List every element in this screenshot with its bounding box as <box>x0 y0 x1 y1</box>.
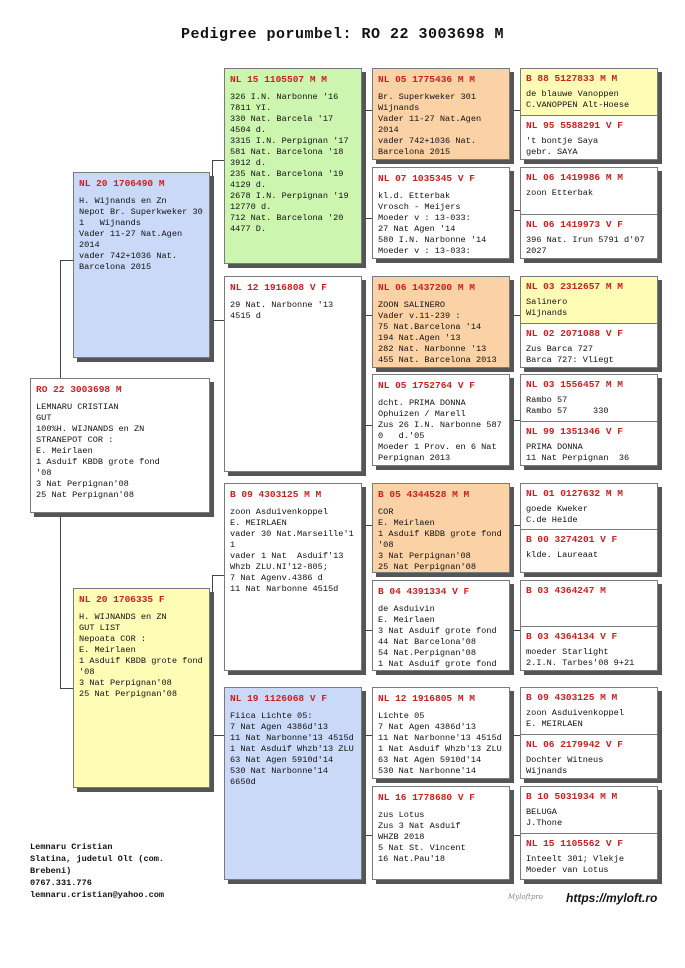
connector-line <box>60 260 73 261</box>
connector-line <box>212 575 213 735</box>
ring-number: NL 99 1351346 V F <box>526 426 623 437</box>
pigeon-card-pair-2 <box>520 167 658 259</box>
owner-contact: Lemnaru Cristian Slatina, judetul Olt (com. Brebeni) 0767.331.776 lemnaru.cristian@yahoo.com <box>30 842 165 900</box>
ring-number: NL 20 1706490 M <box>79 178 165 189</box>
pigeon-details: LEMNARU CRISTIAN GUT 100%H. WIJNANDS en ZN STRANEPOT COR : E. Meirlaen 1 Asduif KBDB grote fond '08 3 Nat Perpignan'08 25 Nat Perpignan'08 <box>36 402 160 500</box>
ring-number: NL 03 1556457 M M <box>526 379 623 390</box>
connector-line <box>212 160 224 161</box>
ring-number: B 05 4344528 M M <box>378 489 470 500</box>
connector-line <box>362 218 372 219</box>
pigeon-details: Rambo 57 Rambo 57 330 <box>526 395 609 416</box>
pigeon-card-pair-8 <box>520 786 658 880</box>
ring-number: NL 05 1775436 M M <box>378 74 475 85</box>
connector-line <box>362 630 372 631</box>
pigeon-details: kl.d. Etterbak Vrosch - Meijers Moeder v : 13-033: 27 Nat Agen '14 580 I.N. Narbonne '14 Moeder v : 13-033: <box>378 191 487 256</box>
ring-number: B 09 4303125 M M <box>526 692 618 703</box>
ring-number: NL 06 1419973 V F <box>526 219 623 230</box>
connector-line <box>510 110 520 111</box>
ring-number: NL 15 1105507 M M <box>230 74 327 85</box>
pigeon-card-mmf <box>372 687 510 779</box>
pigeon-details: de Asduivin E. Meirlaen 3 Nat Asduif grote fond 44 Nat Barcelona'08 54 Nat.Perpignan'08 1 Nat Asduif grote fond <box>378 604 497 669</box>
pigeon-card-mmm <box>372 786 510 880</box>
pigeon-details: COR E. Meirlaen 1 Asduif KBDB grote fond '08 3 Nat Perpignan'08 25 Nat Perpignan'08 <box>378 507 502 572</box>
connector-line <box>212 735 224 736</box>
ring-number: B 00 3274201 V F <box>526 534 618 545</box>
connector-line <box>510 835 520 836</box>
pigeon-details: ZOON SALINERO Vader v.11-239 : 75 Nat.Barcelona '14 194 Nat.Agen '13 282 Nat. Narbonne '13 455 Nat. Barcelona 2013 <box>378 300 497 365</box>
ring-number: NL 03 2312657 M M <box>526 281 623 292</box>
ring-number: NL 12 1916808 V F <box>230 282 327 293</box>
pigeon-card-fff <box>372 68 510 160</box>
pigeon-details: BELUGA J.Thone <box>526 807 563 828</box>
signature: Myloftpro <box>508 893 544 901</box>
pigeon-details: zus Lotus Zus 3 Nat Asduif WHZB 2018 5 Nat St. Vincent 16 Nat.Pau'18 <box>378 810 466 864</box>
pigeon-card-pair-4 <box>520 374 658 466</box>
pigeon-card-ffm <box>372 167 510 259</box>
pigeon-card-pair-5 <box>520 483 658 573</box>
ring-number: NL 06 1419986 M M <box>526 172 623 183</box>
connector-line <box>212 320 224 321</box>
connector-line <box>362 110 372 111</box>
page-title: Pedigree porumbel: RO 22 3003698 M <box>180 26 505 43</box>
pigeon-details: moeder Starlight 2.I.N. Tarbes'08 9+21 <box>526 647 635 668</box>
pigeon-details: Salinero Wijnands <box>526 297 568 318</box>
pigeon-details: zoon Asduivenkoppel E. MEIRLAEN <box>526 708 624 729</box>
pigeon-card-fmf <box>372 276 510 368</box>
pigeon-details: Dochter Witneus Wijnands <box>526 755 604 776</box>
pigeon-details: 't bontje Saya gebr. SAYA <box>526 136 599 157</box>
connector-line <box>510 525 520 526</box>
ring-number: B 88 5127833 M M <box>526 73 618 84</box>
ring-number: B 04 4391334 V F <box>378 586 470 597</box>
ring-number: B 10 5031934 M M <box>526 791 618 802</box>
pigeon-card-father <box>73 172 210 358</box>
ring-number: NL 01 0127632 M M <box>526 488 623 499</box>
pigeon-card-mf <box>224 483 362 671</box>
pigeon-details: PRIMA DONNA 11 Nat Perpignan 36 <box>526 442 630 463</box>
connector-line <box>510 315 520 316</box>
pigeon-details: H. WIJNANDS en ZN GUT LIST Nepoata COR : E. Meirlaen 1 Asduif KBDB grote fond '08 3 Nat Perpignan'08 25 Nat Perpignan'08 <box>79 612 203 699</box>
pigeon-details: goede Kweker C.de Heide <box>526 504 588 525</box>
connector-line <box>362 735 372 736</box>
pigeon-details: 29 Nat. Narbonne '13 4515 d <box>230 300 334 321</box>
ring-number: NL 20 1706335 F <box>79 594 165 605</box>
ring-number: NL 06 1437200 M M <box>378 282 475 293</box>
pigeon-card-mother <box>73 588 210 788</box>
connector-line <box>510 210 520 211</box>
connector-line <box>212 160 213 320</box>
pigeon-details: klde. Laureaat <box>526 550 599 560</box>
ring-number: B 03 4364247 M <box>526 585 606 596</box>
pigeon-card-fmm <box>372 374 510 466</box>
ring-number: NL 07 1035345 V F <box>378 173 475 184</box>
connector-line <box>510 420 520 421</box>
connector-line <box>510 630 520 631</box>
connector-line <box>362 525 372 526</box>
pigeon-card-mff <box>372 483 510 573</box>
connector-line <box>60 580 61 688</box>
pigeon-card-pair-3 <box>520 276 658 368</box>
connector-line <box>60 260 61 380</box>
connector-line <box>362 315 372 316</box>
connector-line <box>362 835 372 836</box>
connector-line <box>362 425 372 426</box>
pigeon-details: Zus Barca 727 Barca 727: Vliegt <box>526 344 614 365</box>
pigeon-details: 326 I.N. Narbonne '16 7811 YI. 330 Nat. Barcela '17 4504 d. 3315 I.N. Perpignan '17 581 Nat. Barcelona '18 3912 d. 235 Nat. Barcelona '19 4129 d. 2678 I.N. Perpignan '19 12770 d. 712 Nat. Barcelona '20 4477 D. <box>230 92 349 234</box>
pigeon-details: 396 Nat. Irun 5791 d'07 2027 <box>526 235 645 256</box>
pigeon-details: zoon Asduivenkoppel E. MEIRLAEN vader 30 Nat.Marseille'1 1 vader 1 Nat Asduif'13 Whzb ZLU.NI'12-805; 7 Nat Agenv.4386 d 11 Nat Narbonne 4515d <box>230 507 354 594</box>
pigeon-details: H. Wijnands en Zn Nepot Br. Superkweker 30 1 Wijnands Vader 11-27 Nat.Agen 2014 vader 742+1036 Nat. Barcelona 2015 <box>79 196 203 272</box>
ring-number: NL 16 1778680 V F <box>378 792 475 803</box>
pigeon-details: Fiica Lichte 05: 7 Nat Agen 4386d'13 11 Nat Narbonne'13 4515d 1 Nat Asduif Whzb'13 ZLU 63 Nat Agen 5910d'14 530 Nat Narbonne'14 6650d <box>230 711 354 787</box>
pigeon-details: Br. Superkweker 301 Wijnands Vader 11-27 Nat.Agen 2014 vader 742+1036 Nat. Barcelona 2015 <box>378 92 482 157</box>
pigeon-details: Lichte 05 7 Nat Agen 4386d'13 11 Nat Narbonne'13 4515d 1 Nat Asduif Whzb'13 ZLU 63 Nat Agen 5910d'14 530 Nat Narbonne'14 <box>378 711 502 776</box>
connector-line <box>212 575 224 576</box>
ring-number: NL 02 2071088 V F <box>526 328 623 339</box>
pigeon-card-ff <box>224 68 362 264</box>
pigeon-details: zoon Etterbak <box>526 188 594 198</box>
connector-line <box>362 525 363 630</box>
connector-line <box>362 735 363 835</box>
website-link[interactable]: https://myloft.ro <box>566 891 658 905</box>
pigeon-card-fm <box>224 276 362 472</box>
connector-line <box>60 688 73 689</box>
ring-number: NL 06 2179942 V F <box>526 739 623 750</box>
pigeon-card-subject <box>30 378 210 513</box>
pigeon-card-mfm <box>372 580 510 671</box>
ring-number: NL 12 1916805 M M <box>378 693 475 704</box>
pigeon-card-pair-7 <box>520 687 658 779</box>
connector-line <box>510 735 520 736</box>
connector-line <box>60 515 61 580</box>
ring-number: RO 22 3003698 M <box>36 384 122 395</box>
ring-number: NL 95 5588291 V F <box>526 120 623 131</box>
ring-number: B 03 4364134 V F <box>526 631 618 642</box>
pigeon-details: de blauwe Vanoppen C.VANOPPEN Alt-Hoese <box>526 89 630 110</box>
connector-line <box>362 315 363 425</box>
ring-number: NL 05 1752764 V F <box>378 380 475 391</box>
pigeon-details: Inteelt 301; Vlekje Moeder van Lotus <box>526 854 624 875</box>
ring-number: NL 19 1126068 V F <box>230 693 327 704</box>
pigeon-card-pair-1 <box>520 68 658 160</box>
connector-line <box>362 110 363 218</box>
ring-number: NL 15 1105562 V F <box>526 838 623 849</box>
pigeon-card-pair-6 <box>520 580 658 671</box>
pigeon-card-mm <box>224 687 362 880</box>
pigeon-details: dcht. PRIMA DONNA Ophuizen / Marell Zus 26 I.N. Narbonne 587 0 d.'05 Moeder 1 Prov. en 6 Nat Perpignan 2013 <box>378 398 502 463</box>
ring-number: B 09 4303125 M M <box>230 489 322 500</box>
